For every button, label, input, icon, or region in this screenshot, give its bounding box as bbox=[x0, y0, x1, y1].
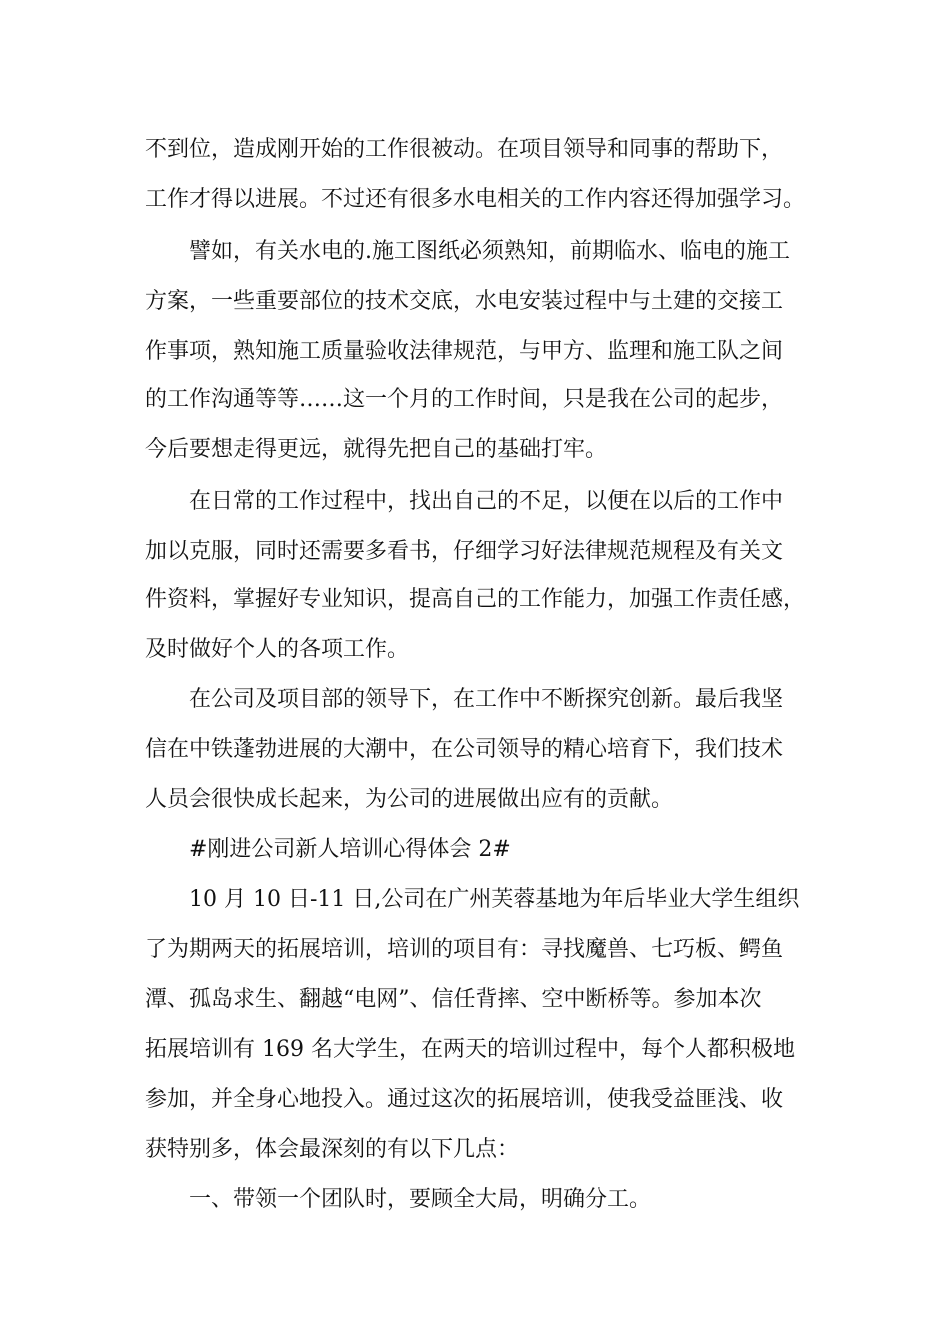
text-line: 的工作沟通等等……这一个月的工作时间，只是我在公司的起步， bbox=[145, 387, 784, 412]
text-line: 作事项，熟知施工质量验收法律规范，与甲方、监理和施工队之间 bbox=[145, 339, 784, 364]
text-line: 在公司及项目部的领导下，在工作中不断探究创新。最后我坚 bbox=[189, 687, 784, 712]
text-line: 譬如，有关水电的.施工图纸必须熟知，前期临水、临电的施工 bbox=[189, 239, 790, 264]
text-line: 今后要想走得更远，就得先把自己的基础打牢。 bbox=[145, 437, 608, 462]
text-line: 在日常的工作过程中，找出自己的不足，以便在以后的工作中 bbox=[189, 489, 784, 514]
text-line: 不到位，造成刚开始的工作很被动。在项目领导和同事的帮助下， bbox=[145, 137, 784, 162]
text-line: 10 月 10 日-11 日,公司在广州芙蓉基地为年后毕业大学生组织 bbox=[189, 887, 800, 912]
text-line: 工作才得以进展。不过还有很多水电相关的工作内容还得加强学习。 bbox=[145, 187, 806, 212]
section-heading: #刚进公司新人培训心得体会 2# bbox=[189, 837, 511, 862]
text-line: 参加，并全身心地投入。通过这次的拓展培训，使我受益匪浅、收 bbox=[145, 1087, 784, 1112]
text-line: 加以克服，同时还需要多看书，仔细学习好法律规范规程及有关文 bbox=[145, 539, 784, 564]
text-line: 潭、孤岛求生、翻越“电网”、信任背摔、空中断桥等。参加本次 bbox=[145, 987, 762, 1012]
text-line: 获特别多，体会最深刻的有以下几点： bbox=[145, 1137, 520, 1162]
text-line: 信在中铁蓬勃进展的大潮中，在公司领导的精心培育下，我们技术 bbox=[145, 737, 784, 762]
text-line: 拓展培训有 169 名大学生，在两天的培训过程中，每个人都积极地 bbox=[145, 1037, 795, 1062]
text-line: 了为期两天的拓展培训，培训的项目有：寻找魔兽、七巧板、鳄鱼 bbox=[145, 937, 784, 962]
text-line: 件资料，掌握好专业知识，提高自己的工作能力，加强工作责任感， bbox=[145, 587, 806, 612]
text-line: 及时做好个人的各项工作。 bbox=[145, 637, 410, 662]
text-line: 人员会很快成长起来，为公司的进展做出应有的贡献。 bbox=[145, 787, 674, 812]
text-line: 方案，一些重要部位的技术交底，水电安装过程中与土建的交接工 bbox=[145, 289, 784, 314]
text-line: 一、带领一个团队时，要顾全大局，明确分工。 bbox=[189, 1187, 652, 1212]
